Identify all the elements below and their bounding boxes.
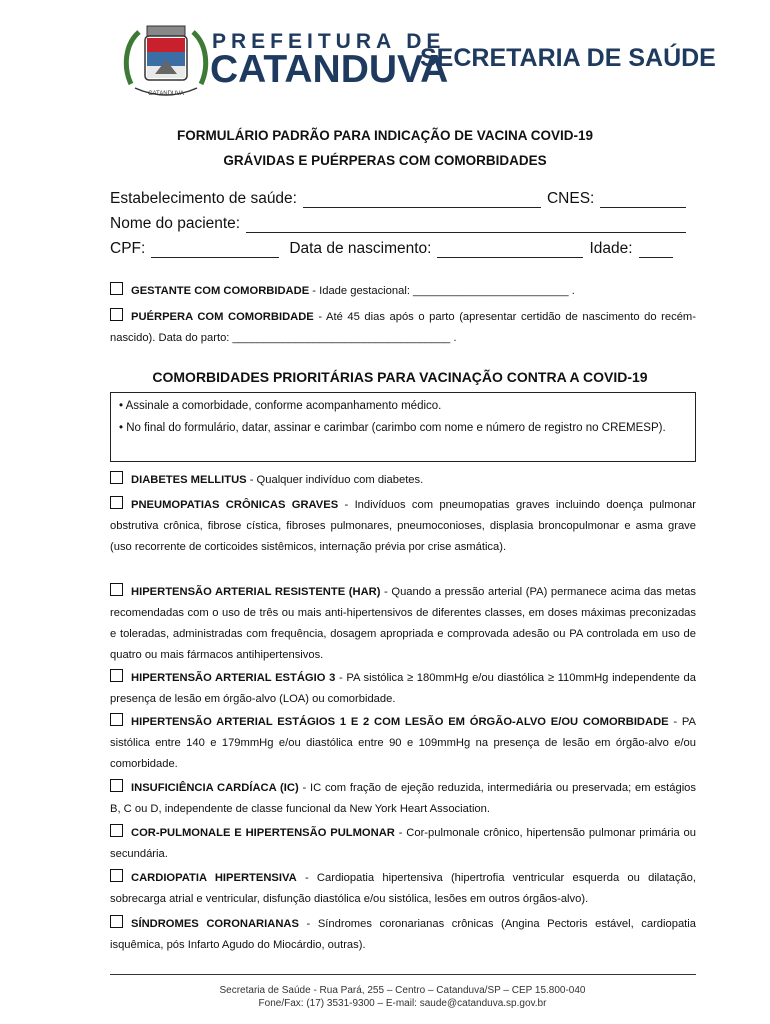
crest-banner-text: CATANDUVA xyxy=(148,91,184,97)
age-label: Idade: xyxy=(589,240,633,257)
comorbidity-cor-pulmonale xyxy=(110,823,696,865)
puerpera-title: PUÉRPERA COM COMORBIDADE xyxy=(131,311,314,323)
gestante-checkbox[interactable] xyxy=(110,282,123,295)
option-puerpera xyxy=(110,307,696,349)
hipertensao-3-checkbox[interactable] xyxy=(110,669,123,682)
comorbidity-diabetes xyxy=(110,470,696,491)
city-crest-icon xyxy=(121,22,211,102)
comorbidity-har xyxy=(110,582,696,666)
cor-pulmonale-checkbox[interactable] xyxy=(110,824,123,837)
puerpera-text: - Até 45 dias após o parto (apresentar certidão de nascimento do recém-nascido). Data do parto: ___________________________________ . xyxy=(110,311,696,344)
cnes-label: CNES: xyxy=(546,190,595,207)
comorbidity-title: SÍNDROMES CORONARIANAS xyxy=(131,918,299,930)
gestante-text: - Idade gestacional: _________________________ . xyxy=(309,285,575,297)
cardiopatia-checkbox[interactable] xyxy=(110,869,123,882)
cnes-input[interactable] xyxy=(600,195,686,208)
comorbidity-hipertensao-3 xyxy=(110,668,696,710)
comorbidity-title: COR-PULMONALE E HIPERTENSÃO PULMONAR xyxy=(131,827,395,839)
puerpera-checkbox[interactable] xyxy=(110,308,123,321)
patient-name-label: Nome do paciente: xyxy=(110,215,241,232)
comorbidity-hipertensao-1-2 xyxy=(110,712,696,775)
sindromes-checkbox[interactable] xyxy=(110,915,123,928)
cpf-label: CPF: xyxy=(110,240,146,257)
comorbidity-title: HIPERTENSÃO ARTERIAL RESISTENTE (HAR) xyxy=(131,586,381,598)
comorbidity-title: DIABETES MELLITUS xyxy=(131,474,247,486)
instructions-box xyxy=(110,392,696,462)
department-name: SECRETARIA DE SAÚDE xyxy=(420,44,716,72)
har-checkbox[interactable] xyxy=(110,583,123,596)
comorbidity-title: HIPERTENSÃO ARTERIAL ESTÁGIO 3 xyxy=(131,672,336,684)
comorbidity-text: - Indivíduos com pneumopatias graves incluindo doença pulmonar obstrutiva crônica, fibrose cística, fibroses pulmonares, pneumoconioses, displasia broncopulmonar e asma grave (uso recorrente de corticoides sistêmicos, internação prévia por crise asmática). xyxy=(110,499,696,553)
comorbidity-text: - Síndromes coronarianas crônicas (Angina Pectoris estável, cardiopatia isquêmica, pós Infarto Agudo do Miocárdio, outras). xyxy=(110,918,696,951)
field-row-establishment xyxy=(110,190,696,208)
ic-checkbox[interactable] xyxy=(110,779,123,792)
footer-divider xyxy=(110,974,696,975)
gestante-title: GESTANTE COM COMORBIDADE xyxy=(131,285,310,297)
option-gestante xyxy=(110,281,696,302)
note-item: • Assinale a comorbidade, conforme acompanhamento médico. xyxy=(119,400,442,412)
comorbidity-title: PNEUMOPATIAS CRÔNICAS GRAVES xyxy=(131,499,339,511)
diabetes-checkbox[interactable] xyxy=(110,471,123,484)
comorbidity-title: INSUFICIÊNCIA CARDÍACA (IC) xyxy=(131,782,299,794)
comorbidity-cardiopatia xyxy=(110,868,696,910)
footer-address: Secretaria de Saúde - Rua Pará, 255 – Centro – Catanduva/SP – CEP 15.800-040 xyxy=(219,985,586,996)
comorbidity-pneumopatias xyxy=(110,495,696,558)
comorbidity-text: - PA sistólica ≥ 180mmHg e/ou diastólica ≥ 110mmHg independente da presença de lesão em órgão-alvo (LOA) ou comorbidade. xyxy=(110,672,696,705)
birthdate-label: Data de nascimento: xyxy=(289,240,432,257)
pneumopatias-checkbox[interactable] xyxy=(110,496,123,509)
establishment-input[interactable] xyxy=(303,195,541,208)
form-subtitle: GRÁVIDAS E PUÉRPERAS COM COMORBIDADES xyxy=(223,153,547,168)
age-input[interactable] xyxy=(639,245,673,258)
birthdate-input[interactable] xyxy=(437,245,583,258)
cpf-input[interactable] xyxy=(151,245,279,258)
establishment-label: Estabelecimento de saúde: xyxy=(110,190,297,207)
comorbidity-ic xyxy=(110,778,696,820)
comorbidity-text: - PA sistólica entre 140 e 179mmHg e/ou diastólica entre 90 e 109mmHg na presença de lesão em órgão-alvo e/ou comorbidade. xyxy=(110,716,696,770)
hipertensao-1-2-checkbox[interactable] xyxy=(110,713,123,726)
comorbidity-text: - Cardiopatia hipertensiva (hipertrofia ventricular esquerda ou dilatação, sobrecarga atrial e ventricular, disfunção diastólica e/ou sistólica, lesões em outros órgãos-alvo). xyxy=(110,872,696,905)
comorbidity-text: - Cor-pulmonale crônico, hipertensão pulmonar primária ou secundária. xyxy=(110,827,696,860)
comorbidity-sindromes xyxy=(110,914,696,956)
section-title: COMORBIDADES PRIORITÁRIAS PARA VACINAÇÃO CONTRA A COVID-19 xyxy=(152,369,648,385)
patient-name-input[interactable] xyxy=(246,220,686,233)
city-name: CATANDUVA xyxy=(210,48,449,91)
note-item: • No final do formulário, datar, assinar e carimbar (carimbo com nome e número de registro no CREMESP). xyxy=(119,422,666,434)
comorbidity-text: - IC com fração de ejeção reduzida, intermediária ou preservada; em estágios B, C ou D, independente de classe funcional da New York Heart Association. xyxy=(110,782,696,815)
prefeitura-label: PREFEITURA DE xyxy=(212,30,446,53)
form-title: FORMULÁRIO PADRÃO PARA INDICAÇÃO DE VACINA COVID-19 xyxy=(176,128,593,143)
field-row-cpf xyxy=(110,240,696,258)
comorbidity-title: HIPERTENSÃO ARTERIAL ESTÁGIOS 1 E 2 COM LESÃO EM ÓRGÃO-ALVO E/OU COMORBIDADE xyxy=(131,716,669,728)
comorbidity-text: - Quando a pressão arterial (PA) permanece acima das metas recomendadas com o uso de três ou mais anti-hipertensivos de diferentes classes, em doses máximas preconizadas e toleradas, administradas com frequência, dosagem apropriada e comprovada adesão ou PA controlada em uso de quatro ou mais fármacos antihipertensivos. xyxy=(110,586,696,661)
comorbidity-text: - Qualquer indivíduo com diabetes. xyxy=(246,474,424,486)
footer-contact: Fone/Fax: (17) 3531-9300 – E-mail: saude@catanduva.sp.gov.br xyxy=(258,998,547,1009)
field-row-patient xyxy=(110,215,696,233)
comorbidity-title: CARDIOPATIA HIPERTENSIVA xyxy=(131,872,297,884)
